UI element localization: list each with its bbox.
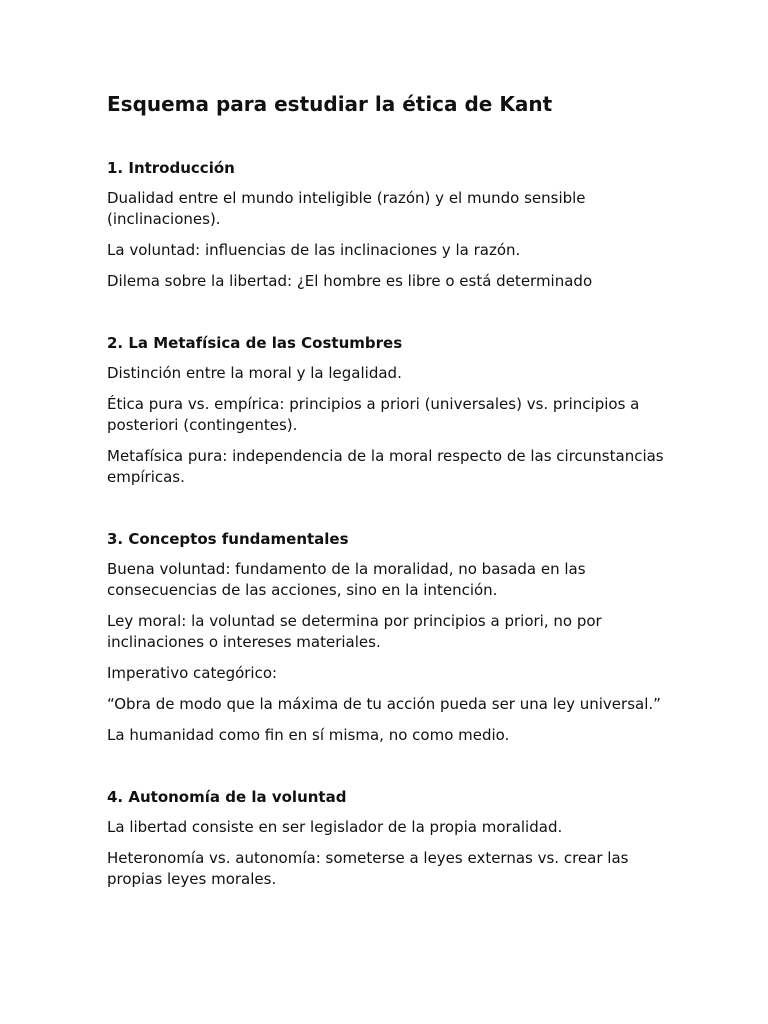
paragraph: La voluntad: influencias de las inclinaciones y la razón. [107,241,521,259]
paragraph: Ley moral: la voluntad se determina por principios a priori, no por inclinaciones o intereses materiales. [107,612,602,651]
paragraph: Buena voluntad: fundamento de la moralidad, no basada en las consecuencias de las acciones, sino en la intención. [107,560,586,599]
paragraph: Distinción entre la moral y la legalidad. [107,364,402,382]
section-heading: 2. La Metafísica de las Costumbres [107,334,403,352]
section-introduccion [107,158,668,292]
section-conceptos [107,529,668,746]
paragraph: La libertad consiste en ser legislador de la propia moralidad. [107,818,563,836]
section-heading: 4. Autonomía de la voluntad [107,788,347,806]
paragraph: Dualidad entre el mundo inteligible (razón) y el mundo sensible (inclinaciones). [107,189,586,228]
paragraph: Ética pura vs. empírica: principios a priori (universales) vs. principios a posteriori (contingentes). [107,395,640,434]
paragraph: La humanidad como fin en sí misma, no como medio. [107,726,510,744]
section-heading: 1. Introducción [107,159,235,177]
section-metafisica [107,333,668,488]
quote-paragraph: “Obra de modo que la máxima de tu acción pueda ser una ley universal.” [107,695,661,713]
paragraph: Heteronomía vs. autonomía: someterse a leyes externas vs. crear las propias leyes morales. [107,849,629,888]
section-heading: 3. Conceptos fundamentales [107,530,349,548]
page-title: Esquema para estudiar la ética de Kant [107,92,553,116]
section-autonomia [107,787,668,890]
paragraph: Dilema sobre la libertad: ¿El hombre es libre o está determinado [107,272,593,290]
paragraph: Metafísica pura: independencia de la moral respecto de las circunstancias empíricas. [107,447,664,486]
paragraph: Imperativo categórico: [107,664,278,682]
